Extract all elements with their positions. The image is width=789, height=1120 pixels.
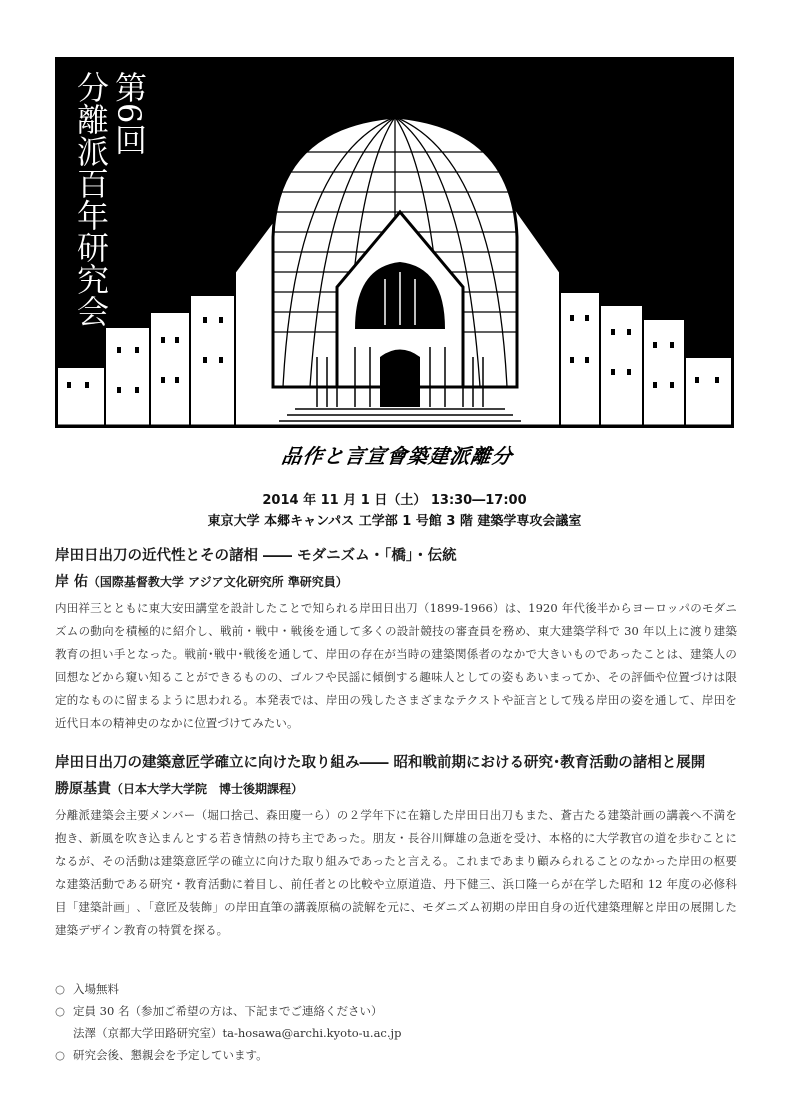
notes-list [55,978,401,1066]
vertical-title [73,71,147,327]
note-text: 入場無料 [73,982,119,996]
talk-1 [55,546,737,735]
speaker-affiliation: （国際基督教大学 アジア文化研究所 準研究員） [87,575,348,589]
note-text: 定員 30 名（参加ご希望の方は、下記までご連絡ください） [73,1004,383,1018]
contact-info: 法澤（京都大学田路研究室）ta-hosawa@archi.kyoto-u.ac.jp [73,1026,402,1040]
talk-abstract: 内田祥三とともに東大安田講堂を設計したことで知られる岸田日出刀（1899-1966）は、1920 年代後半からヨーロッパのモダニズムの動向を積極的に紹介し、戦前・戦中・戦後を通して多くの設計競技の審査員を務め、東大建築学科で 30 年以上に渡り建築教育の担い手となった。戦前･戦中･戦後を通して、岸田の存在が当時の建築関係者のなかで大きいものであったことは、建築人の回想などから窺い知ることができるものの、ゴルフや民謡に傾倒する趣味人としての姿もあいまってか、その評価や位置づけは限定的なものに留まるように思われる。本発表では、岸田の残したさまざまなテクストや証言として残る岸田の姿を通して、岸田を近代日本の精神史のなかに位置づけてみたい。 [55,601,737,730]
circle-bullet-icon: ○ [55,982,66,996]
speaker-name: 勝原基貴 [55,781,111,797]
calligraphy-caption: 品作と言宣會築建派離分 [280,444,515,468]
event-date: 2014 年 11 月 1 日（土） 13:30―17:00 [262,493,527,508]
circle-bullet-icon: ○ [55,1048,66,1062]
speaker [55,572,737,592]
banner-illustration [55,57,734,428]
talk-title: 岸田日出刀の建築意匠学確立に向けた取り組み―― 昭和戦前期における研究･教育活動の諸相と展開 [55,755,706,771]
note-text: 研究会後、懇親会を予定しています。 [73,1048,268,1062]
speaker [55,779,737,799]
note-item [55,1000,401,1022]
talk-2 [55,753,737,942]
circle-bullet-icon: ○ [55,1004,66,1018]
event-venue: 東京大学 本郷キャンパス 工学部 1 号館 3 階 建築学専攻会議室 [207,514,582,529]
title-session-number: 第6回 [110,71,148,156]
title-society-name: 分離派百年研究会 [72,71,110,327]
talk-title: 岸田日出刀の近代性とその諸相 ―― モダニズム・「橋」・伝統 [55,548,457,564]
note-item [55,1044,401,1066]
speaker-affiliation: （日本大学大学院 博士後期課程） [111,782,304,796]
talk-abstract: 分離派建築会主要メンバー（堀口捨己、森田慶一ら）の２学年下に在籍した岸田日出刀もまた、蒼古たる建築計画の講義へ不満を抱き、新風を吹き込まんとする若き情熱の持ち主であった。朋友・長谷川輝雄の急逝を受け、本格的に大学教官の道を歩むことになるが、その活動は建築意匠学の確立に向けた取り組みであったと言える。これまであまり顧みられることのなかった岸田の枢要な建築活動である研究・教育活動に着目し、前任者との比較や立原道造、丹下健三、浜口隆一らが在学した昭和 12 年度の必修科目「建築計画」､「意匠及装飾」の岸田直筆の講義原稿の読解を元に、モダニズム初期の岸田自身の近代建築理解と岸田の展開した建築デザイン教育の特質を探る。 [55,808,737,937]
building-drawing [55,57,734,428]
speaker-name: 岸 佑 [55,574,88,590]
note-item [55,978,401,1000]
